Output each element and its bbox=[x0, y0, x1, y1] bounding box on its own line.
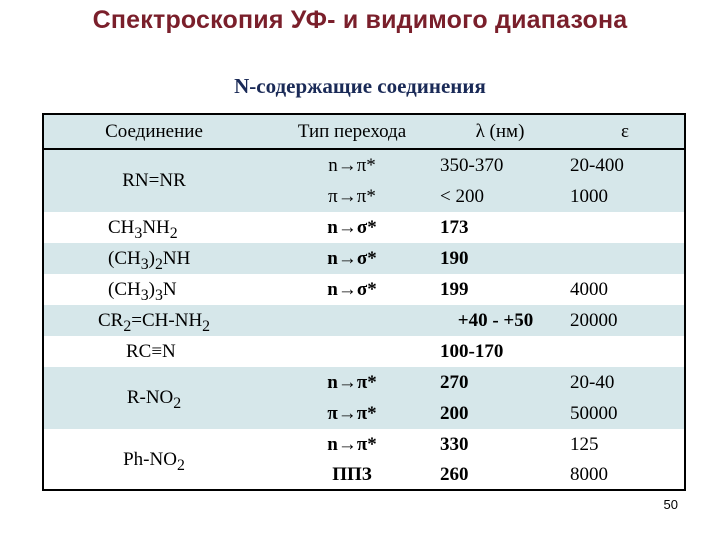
compound-rno2: $R-NO_2$ bbox=[126, 387, 182, 412]
compound-rnnr: RN=NR bbox=[122, 170, 186, 191]
compound-rcn: RC≡N bbox=[126, 341, 176, 362]
slide-title: Спектроскопия УФ- и видимого диапазона bbox=[92, 6, 628, 34]
compound-ch3nh2: $CH_3NH_2$ bbox=[108, 217, 178, 242]
compound-cr2chnh2: $CR_2=CH-NH_2$ bbox=[98, 310, 211, 335]
lambda-rno2-1: 270 bbox=[440, 372, 469, 393]
transition-phno2-2: ППЗ bbox=[332, 464, 372, 485]
epsilon-cr2chnh2: 20000 bbox=[570, 310, 618, 331]
compound-ch3-2nh: $(CH_3)_2NH$ bbox=[108, 248, 191, 273]
transition-rno2-2: π→π* bbox=[327, 403, 377, 424]
epsilon-rnnr-1: 20-400 bbox=[570, 155, 624, 176]
header-transition: Тип перехода bbox=[297, 121, 407, 142]
transition-ch3-3n: n→σ* bbox=[327, 279, 377, 300]
lambda-rcn: 100-170 bbox=[440, 341, 504, 362]
lambda-phno2-2: 260 bbox=[440, 464, 469, 485]
epsilon-ch3-3n: 4000 bbox=[570, 279, 608, 300]
lambda-phno2-1: 330 bbox=[440, 434, 469, 455]
lambda-cr2chnh2: +40 - +50 bbox=[457, 310, 534, 331]
table-header-row bbox=[44, 115, 684, 150]
page-number: 50 bbox=[663, 497, 678, 512]
transition-ch3nh2: n→σ* bbox=[327, 217, 377, 238]
spectra-table bbox=[42, 113, 686, 491]
header-epsilon: ε bbox=[621, 121, 629, 142]
lambda-ch3-3n: 199 bbox=[440, 279, 469, 300]
epsilon-rno2-1: 20-40 bbox=[570, 372, 615, 393]
table-subtitle: N-содержащие соединения bbox=[234, 74, 486, 98]
header-lambda: λ (нм) bbox=[475, 121, 525, 142]
lambda-rnnr-1: 350-370 bbox=[440, 155, 504, 176]
transition-rno2-1: n→π* bbox=[327, 372, 377, 393]
compound-ch3-3n: $(CH_3)_3N$ bbox=[108, 279, 177, 304]
transition-phno2-1: n→π* bbox=[327, 434, 377, 455]
epsilon-rno2-2: 50000 bbox=[570, 403, 618, 424]
lambda-ch3-2nh: 190 bbox=[440, 248, 469, 269]
header-compound: Соединение bbox=[105, 121, 203, 142]
lambda-rnnr-2: < 200 bbox=[440, 186, 484, 207]
transition-ch3-2nh: n→σ* bbox=[327, 248, 377, 269]
transition-rnnr-2: π→π* bbox=[328, 186, 376, 207]
compound-phno2: $Ph-NO_2$ bbox=[123, 449, 185, 474]
epsilon-phno2-1: 125 bbox=[570, 434, 599, 455]
lambda-ch3nh2: 173 bbox=[440, 217, 469, 238]
epsilon-phno2-2: 8000 bbox=[570, 464, 608, 485]
transition-rnnr-1: n→π* bbox=[328, 155, 376, 176]
epsilon-rnnr-2: 1000 bbox=[570, 186, 608, 207]
lambda-rno2-2: 200 bbox=[440, 403, 469, 424]
